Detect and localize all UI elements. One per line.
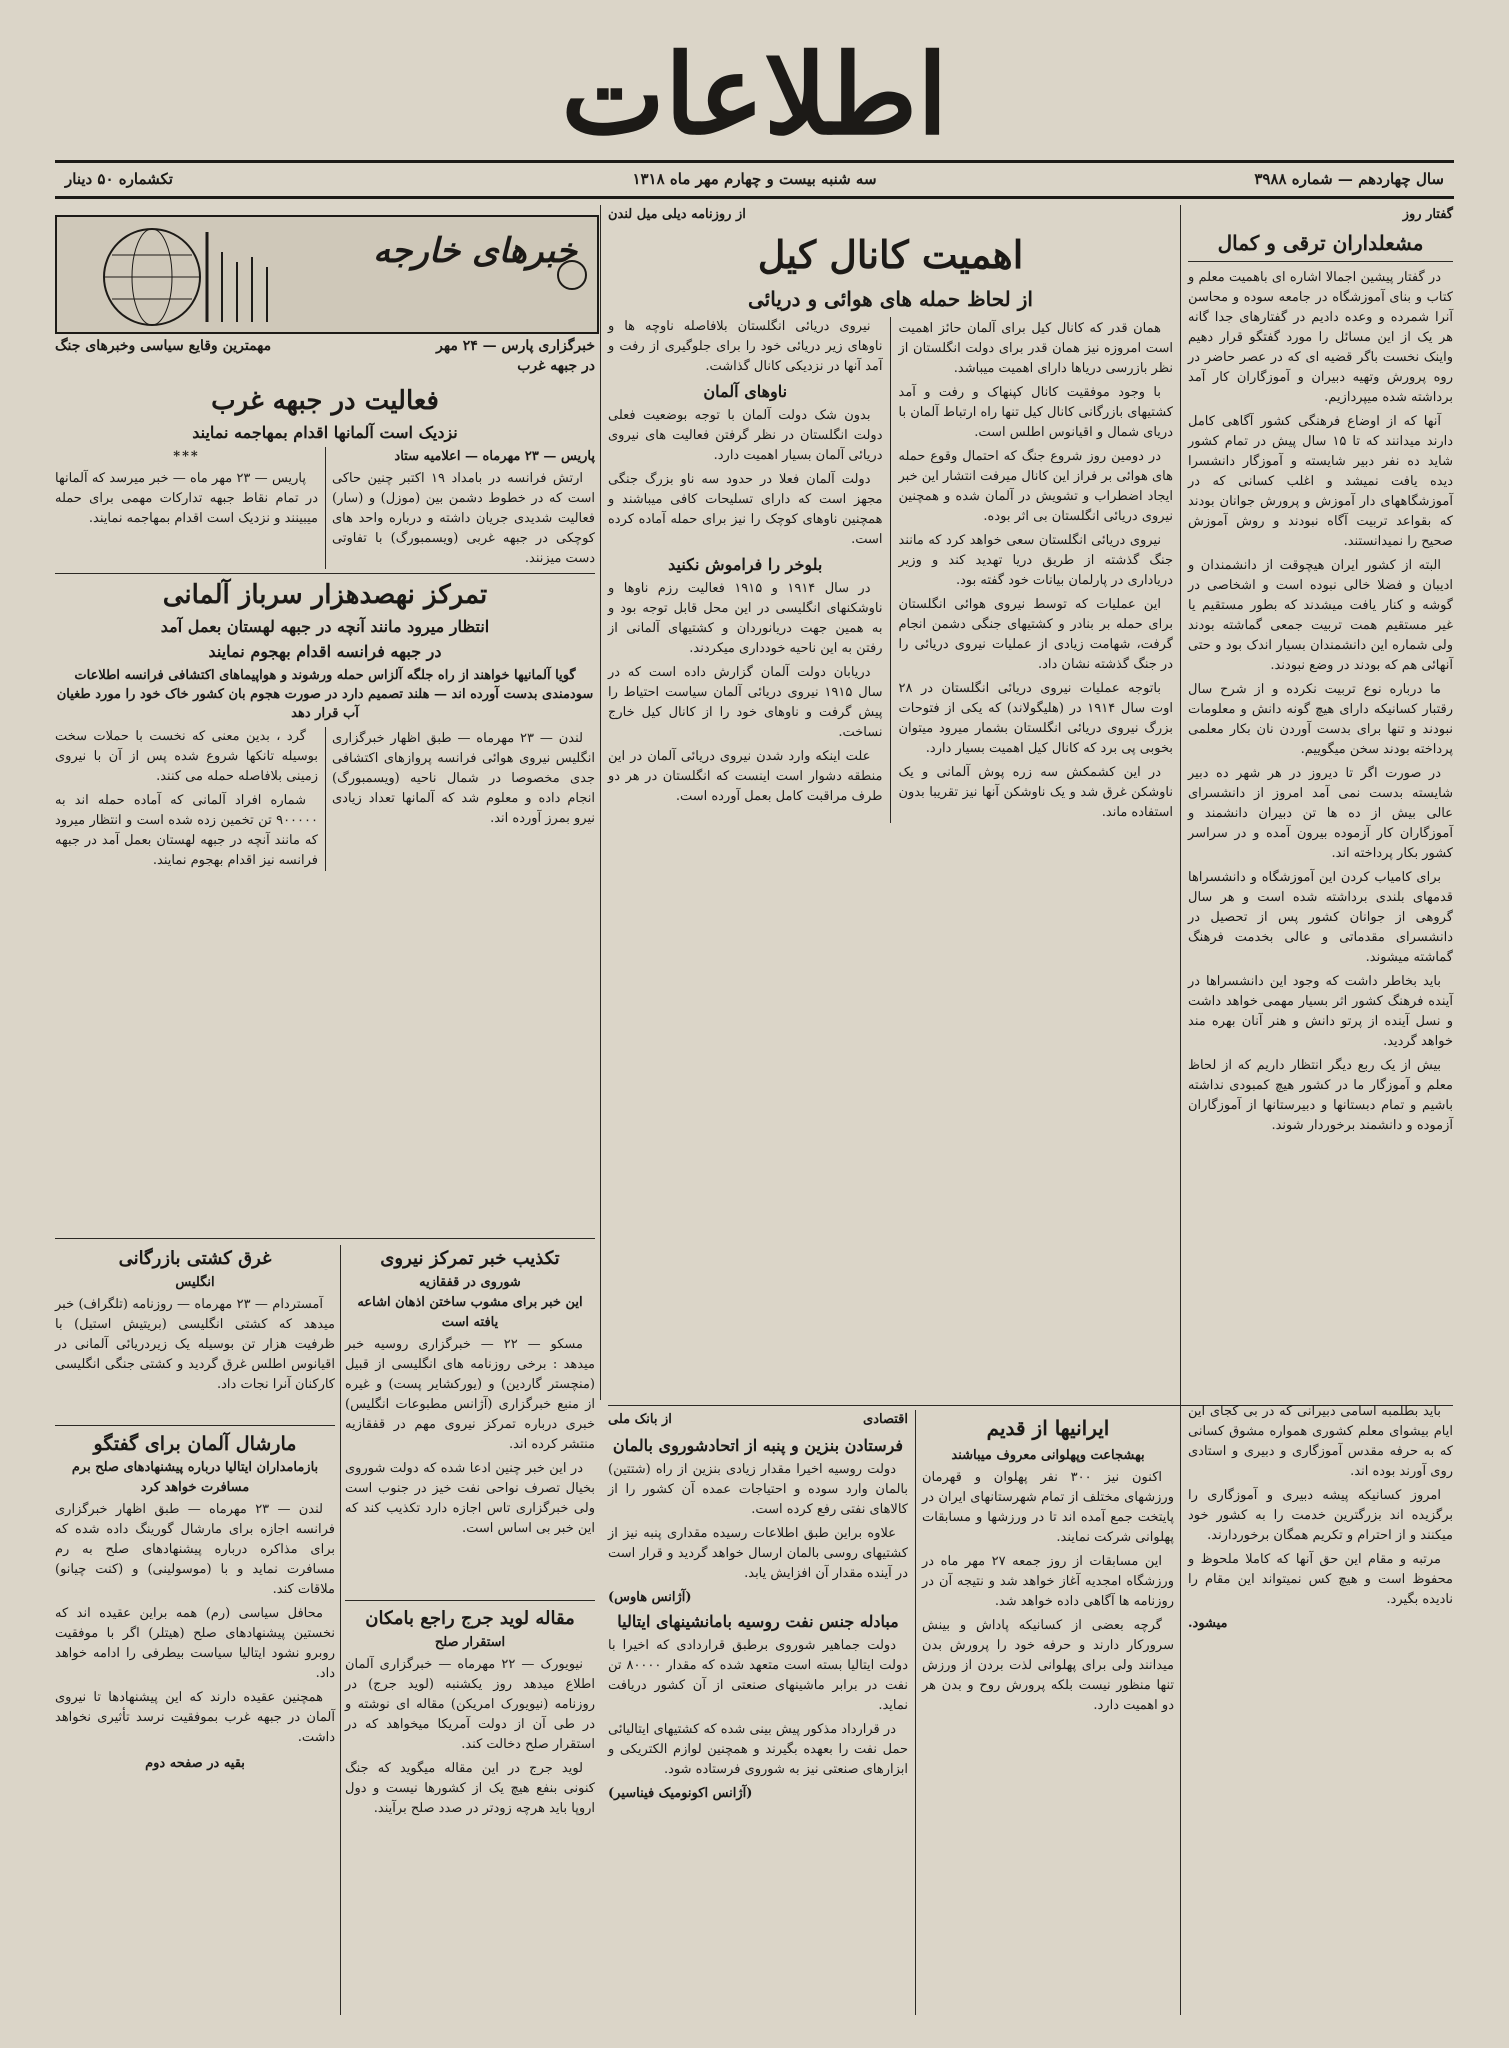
west-front-paragraph: پاریس — ۲۳ مهر ماه — خبر میرسد که آلمانها در تمام نقاط جبهه تدارکات مهمی برای حمله میبینند و نزدیک است اقدام بمهاجمه نمایند.	[55, 471, 318, 526]
iranians-paragraph: این مسابقات از روز جمعه ۲۷ مهر ماه در ورزشگاه امجدیه آغاز خواهد شد و نتیجه آن در روزنامه ها آگاهی داده خواهد شد.	[922, 1554, 1174, 1609]
rule-ship	[55, 1425, 335, 1426]
headline-west-front: فعالیت در جبهه غرب	[211, 386, 439, 416]
subsection-paragraph: علت اینکه وارد شدن نیروی دریائی آلمان در این منطقه دشوار است اینست که انگلستان در هر دو طرف مراقبت کامل بعمل آورده است.	[608, 749, 883, 804]
continuation-paragraph: باید بطلمبه اسامی دبیرانی که در بی کجای این ایام بیشوای معلم کشوری همواره مشوق کسانی که به حرفه مقدس آموزگاری و دبیری و استادی روی آورند بوده اند.	[1188, 1404, 1453, 1479]
oil-paragraph: در قرارداد مذکور پیش بینی شده که کشتیهای ایتالیائی حمل نفت را بعهده بگیرند و همچنین لوازم الکتریکی و ابزارهای صنعتی نیز به شوروی فرستاده شود.	[608, 1722, 908, 1777]
headline-troops: تمرکز نهصدهزار سرباز آلمانی	[162, 580, 488, 610]
economic-article	[608, 1410, 908, 2015]
article-paragraph: باتوجه عملیات نیروی دریائی انگلستان در ۲۸ اوت سال ۱۹۱۴ در (هلیگولاند) که یکی از فتوحات بزرگ نیروی دریائی انگلستان بشمار میرود میتوان بخوبی پی برد که کانال کیل اهمیت بسیار دارد.	[898, 681, 1173, 756]
separator-stars: ***	[173, 449, 200, 464]
section-rule	[55, 573, 595, 574]
iranians-paragraph: گرچه بعضی از کسانیکه پاداش و بینش سرورکار دارند و حرفه خود را پرورش بدن میدانند ولی برای پهلوانی لذت بردن از ورزش تنها منظور نیست بلکه پرورش روح و بدن هر دو اهمیت دارد.	[922, 1618, 1174, 1713]
section-title: ناوهای آلمان	[703, 382, 788, 401]
column-left-top	[55, 380, 595, 1235]
article-paragraph: نیروی دریائی انگلستان سعی خواهد کرد که مانند جنگ گذشته از طریق دریا تهدید کند و وزیر دریاداری در پارلمان بیانات خود گفته بود.	[898, 533, 1173, 588]
article-title: اهمیت کانال کیل	[757, 232, 1024, 277]
issue-date: سه شنبه بیست و چهارم مهر ماه ۱۳۱۸	[632, 170, 877, 188]
divider-center	[600, 205, 601, 1400]
oil-paragraph: دولت جماهیر شوروی برطبق قراردادی که اخیرا با دولت ایتالیا بسته است متعهد شده که مقدار ۸۰۰۰۰ تن نفت در برابر ماشینهای صنعتی از آن کشور دریافت نماید.	[608, 1638, 908, 1713]
editorial-paragraph: در گفتار پیشین اجمالا اشاره ای باهمیت معلم و کتاب و بنای آموزشگاه در جامعه سوده و محاسن آنرا شمرده و وعده دادیم در گفتارهای جدا گانه هر یک از این مسائل را مورد گفتگو قرار دهیم واینک نخست باگر قضیه ای که در عصر حاضر در روه پرورش وتهیه دبیران و آموزگاران کار آمد برداشته شده میپردازیم.	[1188, 270, 1453, 405]
continuation-paragraph: امروز کسانیکه پیشه دبیری و آموزگاری را برگزیده اند بزرگترین خدمت را به کشور خود میکنند و از احترام و تکریم همگان برخوردارند.	[1188, 1488, 1453, 1543]
issue-number: سال چهاردهم — شماره ۳۹۸۸	[1254, 170, 1444, 188]
oil-source: (آژانس اکونومیک فیناسیر)	[608, 1786, 753, 1801]
subheadline-iranians: بهشجاعت وپهلوانی معروف میباشند	[951, 1448, 1145, 1463]
rule-left-middle	[55, 1238, 595, 1239]
troops-paragraph: لندن — ۲۳ مهرماه — طبق اظهار خبرگزاری انگلیس نیروی هوائی فرانسه پروازهای اکتشافی جدی مخصوصا در شمال ناحیه (ویسمبورگ) انجام داده و معلوم شد که آلمانها تعداد زیادی نیرو بمرز آورده اند.	[332, 731, 595, 826]
troops-paragraph: شماره افراد آلمانی که آماده حمله اند به ۹۰۰۰۰۰ تن تخمین زده شده است و انتظار میرود که مانند آنچه در جبهه لهستان بعمل آمد در جبهه فرانسه نیز اقدام بهجوم نمایند.	[55, 793, 318, 868]
continued-note: بقیه در صفحه دوم	[145, 1756, 245, 1771]
masthead-title: اطلاعات	[561, 30, 948, 159]
subheadline-troops-c: گویا آلمانیها خواهند از راه جلگه آلزاس حمله ورشوند و هواپیماهای اکتشافی فرانسه اطلاعات سودمندی بدست آورده اند — هلند تصمیم دارد در صورت هجوم بان کشور خاک خود را مورد طغیان آب قرار دهد	[56, 668, 594, 721]
troops-body	[55, 727, 595, 871]
tag-agency: خبرگزاری پارس — ۲۴ مهر	[436, 338, 595, 354]
ship-sinking-article	[55, 1245, 335, 1420]
column-kicker: گفتار روز	[1402, 207, 1453, 222]
soviet-paragraph: مسکو — ۲۲ — خبرگزاری روسیه خبر میدهد : برخی روزنامه های انگلیسی از قبیل (منچستر گاردین) و (یورکشایر پست) و غیره از منبع خبرگزاری (آژانس مطبوعات انگلیس) خبری درباره تمرکز نیروی مهم در قفقازیه منتشر کرده اند.	[345, 1337, 595, 1452]
editorial-paragraph: باید بخاطر داشت که وجود این دانشسراها در آینده فرهنگ کشور اثر بسیار مهمی خواهد داشت و نسل آینده از پرتو دانش و هنر آنان بهره مند خواهد گردید.	[1188, 974, 1453, 1049]
rule-lloyd	[345, 1600, 595, 1601]
lloyd-paragraph: نیویورک — ۲۲ مهرماه — خبرگزاری آلمان اطلاع میدهد روز یکشنبه (لوید جرج) در روزنامه (نیویورک امریکن) مقاله ای نوشته و در طی آن از دولت آمریکا میخواهد که در استقرار صلح دخالت کند.	[345, 1657, 595, 1752]
kicker-bank: از بانک ملی	[608, 1412, 672, 1427]
masthead-rule-bottom	[55, 196, 1454, 199]
subsection-title: بلوخر را فراموش نکنید	[668, 555, 823, 574]
marshal-paragraph: همچنین عقیده دارند که این پیشنهادها تا نیروی آلمان در جبهه غرب بموفقیت نرسد تأثیری نخواهد داشت.	[55, 1690, 335, 1745]
article-body	[608, 317, 1173, 823]
marshal-paragraph: محافل سیاسی (رم) همه براین عقیده اند که نخستین پیشنهادهای صلح (هیتلر) اگر با موفقیت روبرو نشود ایتالیا سیاست بیطرفی را ادامه خواهد داد.	[55, 1606, 335, 1681]
troops-paragraph: گرد ، بدین معنی که نخست با حملات سخت بوسیله تانکها شروع شده پس از آن با نیروی زمینی بلافاصله حمله می کنند.	[55, 729, 318, 784]
petrol-source: (آژانس هاوس)	[608, 1590, 692, 1605]
subheadline-lloyd: استقرار صلح	[434, 1635, 506, 1650]
headline-marshal: مارشال آلمان برای گفتگو	[93, 1433, 297, 1455]
headline-oil-exchange: مبادله جنس نفت روسیه بامانشینهای ایتالیا	[617, 1612, 899, 1631]
section-paragraph: بدون شک دولت آلمان با توجه بوضعیت فعلی دولت انگلستان در نظر گرفتن فعالیت های نیروی دریائی آلمان بسیار اهمیت دارد.	[608, 408, 883, 463]
article-paragraph: نیروی دریائی انگلستان بلافاصله ناوچه ها و ناوهای زیر دریائی خود را برای جلوگیری از رفت و آمد آنها در نزدیکی کانال گذاشت.	[608, 319, 883, 374]
column-center	[608, 205, 1173, 1400]
section-label: در جبهه غرب	[517, 358, 595, 374]
banner-title: خبرهای خارجه	[373, 231, 577, 271]
headline-iranians: ایرانیها از قدیم	[986, 1416, 1110, 1440]
marshal-article	[55, 1430, 335, 2015]
subheadline-marshal: بازمامداران ایتالیا درباره پیشنهادهای صلح برم مسافرت خواهد کرد	[71, 1460, 319, 1495]
subheadline-troops-b: در جبهه فرانسه اقدام بهجوم نمایند	[208, 642, 442, 661]
article-paragraph: این عملیات که توسط نیروی هوائی انگلستان برای حمله بر بنادر و کشتیهای جنگی دشمن انجام گرفت، شهامت زیادی از عملیات نیروی دریائی را در جنگ گذشته نشان داد.	[898, 597, 1173, 672]
column-right	[1188, 205, 1453, 1390]
headline-lloyd-george: مقاله لوید جرج راجع بامکان	[365, 1608, 575, 1629]
dateline: پاریس — ۲۳ مهرماه — اعلامیه ستاد	[394, 449, 595, 464]
editorial-paragraph: البته از کشور ایران هیچوقت از دانشمندان و ادیبان و فضلا خالی نبوده است و اشخاصی در گوشه و کنار یافت میشدند که بطور مستقیم یا غیر مستقیم همت تربیت جمعی گماشته بودند ولی شماره این دانشمندان بسیار اندک بود و حتی آنهائی هم که بودند در وضع نبودند.	[1188, 558, 1453, 673]
editorial-paragraph: برای کامیاب کردن این آموزشگاه و دانشسراها قدمهای بلندی برداشته شده است و هر سال گروهی از جوانان کشور پس از تحصیل در دانشسرای مقدماتی و عالی بخدمت فرهنگ گماشته میشوند.	[1188, 870, 1453, 965]
subsection-paragraph: دریابان دولت آلمان گزارش داده است که در سال ۱۹۱۵ نیروی دریائی آلمان سیاست احتیاط را پیش گرفت و ناوهای خود را از کانال کیل خارج نساخت.	[608, 665, 883, 740]
article-subtitle: از لحاظ حمله های هوائی و دریائی	[748, 287, 1033, 311]
masthead	[0, 30, 1509, 159]
editorial-paragraph: بیش از یک ربع دیگر انتظار داریم که از لحاظ معلم و آموزگار ما در کشور هیچ کمبودی نداشته باشیم و تمام دبستانها و دبیرستانها از آموزگاران آزموده و دانشمند برخوردار شوند.	[1188, 1058, 1453, 1133]
editorial-continuation	[1188, 1400, 1453, 2015]
divider-right	[1180, 205, 1181, 2015]
soviet-denial-article	[345, 1245, 595, 1536]
continuation-end: میشود.	[1188, 1616, 1228, 1631]
subheadline-soviet-b: این خبر برای مشوب ساختن اذهان اشاعه یافته است	[357, 1295, 583, 1330]
subheadline-soviet: شوروی در قفقازیه	[419, 1275, 521, 1290]
editorial-paragraph: در صورت اگر تا دیروز در هر شهر ده دبیر شایسته بدست نمی آمد امروز از دانشسرای عالی بیش از ده ها تن دبیران دانشمند و آموزگاران کار آزموده بیرون آمده و در سراسر کشور بکار پرداخته اند.	[1188, 766, 1453, 861]
info-bar	[55, 168, 1454, 194]
iranians-paragraph: اکنون نیز ۳۰۰ نفر پهلوان و قهرمان ورزشهای مختلف از تمام شهرستانهای ایران در پایتخت جمع آمده اند تا در ورزشها و مسابقات پهلوانی شرکت نمایند.	[922, 1470, 1174, 1545]
headline-ship-sinking: غرق کشتی بازرگانی	[118, 1248, 272, 1269]
petrol-paragraph: دولت روسیه اخیرا مقدار زیادی بنزین از راه (شتتین) بالمان وارد سوده و احتیاجات عمده آن کشور را از کالاهای نفتی رفع کرده است.	[608, 1462, 908, 1517]
article-source: از روزنامه دیلی میل لندن	[608, 207, 746, 222]
subheadline-troops: انتظار میرود مانند آنچه در جبهه لهستان بعمل آمد	[160, 617, 490, 636]
section-paragraph: دولت آلمان فعلا در حدود سه ناو بزرگ جنگی مجهز است که دارای تسلیحات کافی میباشند و همچنین ناوهای کوچک را نیز برای حمله آماده کرده است.	[608, 472, 883, 547]
editorial-title: مشعلداران ترقی و کمال	[1217, 231, 1424, 255]
marshal-paragraph: لندن — ۲۳ مهرماه — طبق اظهار خبرگزاری فرانسه اجازه برای مارشال گورینگ داده شده که برای مذاکره درباره پیشنهادهای صلح به رم مسافرت نماید و با (موسولینی) و (کنت چیانو) ملاقات کند.	[55, 1502, 335, 1597]
lloyd-paragraph: لوید جرج در این مقاله میگوید که جنگ کنونی بنفع هیچ یک از کشورها نیست و دول اروپا باید هرچه زودتر در صدد صلح برآیند.	[345, 1761, 595, 1816]
lloyd-george-article	[345, 1605, 595, 2015]
subheadline-west-front: نزدیک است آلمانها اقدام بمهاجمه نمایند	[192, 423, 458, 442]
headline-soviet-denial: تکذیب خبر تمرکز نیروی	[380, 1248, 560, 1269]
ship-paragraph: آمستردام — ۲۳ مهرماه — روزنامه (تلگراف) خبر میدهد که کشتی انگلیسی (بریتیش استیل) با ظرفیت هزار تن بوسیله یک زیردریائی آلمانی در اقیانوس اطلس غرق گردید و کشتی جنگی انگلیسی کارکنان آنرا نجات داد.	[55, 1297, 335, 1392]
subheadline-ship: انگلیس	[175, 1275, 215, 1290]
economic-kickers	[608, 1410, 908, 1432]
editorial-paragraph: آنها که از اوضاع فرهنگی کشور آگاهی کامل دارند میدانند که تا ۱۵ سال پیش در تمام کشور شاید ده نفر دبیر شایسته و آموزگار دانشسرا دیده یافت نمیشد و اغلب کسانی که در آموزشگاههای دار آموزش و پرورش جوانان بودند که بقواعد تربیت آگاه نبودند و روش آموزش صحیح را نمیدانستند.	[1188, 414, 1453, 549]
issue-price: تکشماره ۵۰ دینار	[65, 170, 173, 188]
editorial-paragraph: ما درباره نوع تربیت نکرده و از شرح سال رقتبار کسانیکه دارای هیچ گونه دانش و معلومات نبودند و تنها برای بدست آوردن نان بکار معلمی پرداخته بودند سخن میگوییم.	[1188, 682, 1453, 757]
petrol-paragraph: علاوه براین طبق اطلاعات رسیده مقداری پنبه نیز از کشتیهای روسی بالمان ارسال خواهد گردید و قرار است در آینده مقدار آن افزایش یابد.	[608, 1526, 908, 1581]
headline-petrol: فرستادن بنزین و پنبه از اتحادشوروی بالمان	[612, 1436, 904, 1455]
article-paragraph: همان قدر که کانال کیل برای آلمان حائز اهمیت است امروزه نیز همان قدر برای دولت انگلستان از نظر بازرسی دریاها دارای اهمیت میباشد.	[898, 321, 1173, 376]
subsection-paragraph: در سال ۱۹۱۴ و ۱۹۱۵ فعالیت رزم ناوها و ناوشکنهای انگلیسی در این محل قابل توجه بود و به همین جهت دریانوردان و کشتیهای آلمانی از رفتن به این ناحیه خودداری میکردند.	[608, 581, 883, 656]
iranians-article	[922, 1410, 1174, 2015]
continuation-paragraph: مرتبه و مقام این حق آنها که کاملا ملحوظ و محفوظ است و هیچ کس نمیتواند این مقام را نادیده بگیرد.	[1188, 1552, 1453, 1607]
kicker-economic: اقتصادی	[863, 1412, 908, 1427]
article-paragraph: در این کشمکش سه زره پوش آلمانی و یک ناوشکن غرق شد و یک ناوشکن آنها نیز تقریبا بدون استفاده ماند.	[898, 765, 1173, 820]
west-front-body	[55, 447, 595, 569]
article-paragraph: در دومین روز شروع جنگ که احتمال وقوع حمله های هوائی بر فراز این کانال میرفت انتشار این خبر ایجاد اضطراب و تشویش در آلمان شده و همچنین نیروی دریائی انگلستان بی اثر بوده.	[898, 449, 1173, 524]
foreign-news-banner	[55, 215, 599, 334]
divider-left-bottom	[340, 1245, 341, 2015]
west-front-paragraph: ارتش فرانسه در بامداد ۱۹ اکتبر چنین حاکی است که در خطوط دشمن بین (موزل) و (سار) فعالیت شدیدی جریان داشته و درباره واحد های کوچکی در جبهه غربی (ویسمبورگ) با تفاوتی دست میزنند.	[332, 471, 595, 566]
soviet-paragraph: در این خبر چنین ادعا شده که دولت شوروی بخیال تصرف نواحی نفت خیز در جنوب است ولی خبرگزاری تاس اجازه دارد تکذیب کند که این خبر بی اساس است.	[345, 1461, 595, 1536]
divider-bottom-middle	[915, 1410, 916, 2015]
editorial-rule	[1188, 261, 1453, 262]
foreign-news-tags	[55, 338, 595, 378]
masthead-rule-top	[55, 160, 1454, 163]
tag-summary: مهمترین وقایع سیاسی وخبرهای جنگ	[55, 338, 272, 354]
article-paragraph: با وجود موفقیت کانال کپنهاک و رفت و آمد کشتیهای بازرگانی کانال کیل تنها راه ارتباط آلمان با دریای شمال و اقیانوس اطلس است.	[898, 385, 1173, 440]
